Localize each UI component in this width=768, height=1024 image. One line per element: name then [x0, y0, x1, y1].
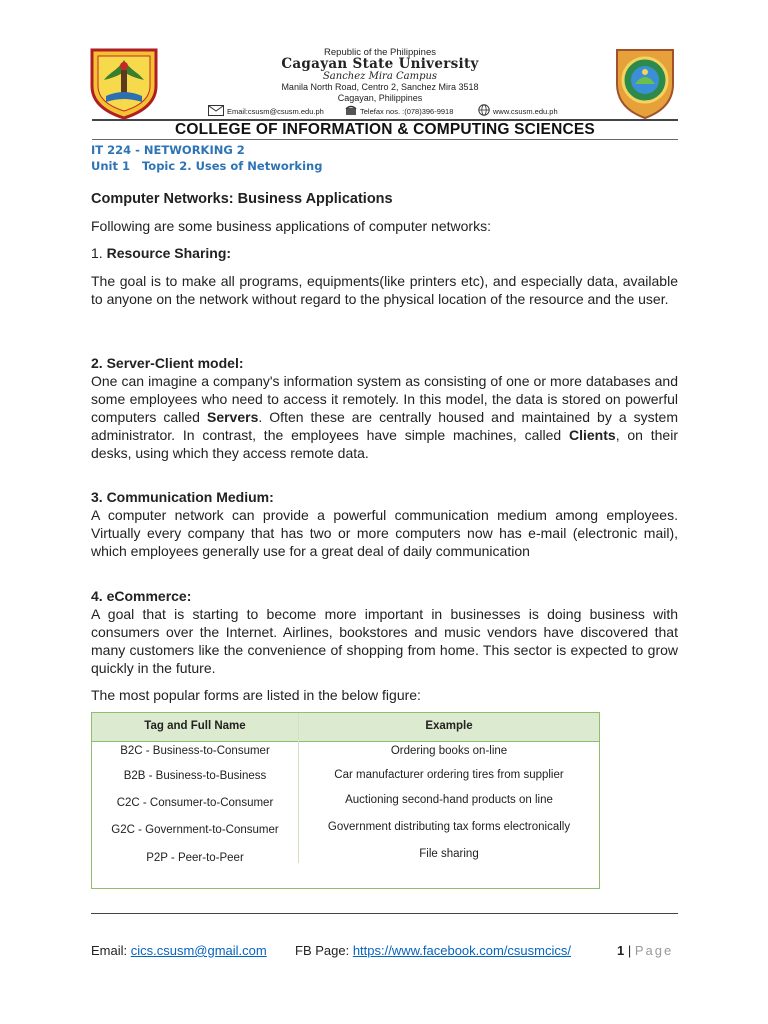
- section-3-title: 3. Communication Medium:: [91, 489, 274, 505]
- phone-icon: [345, 105, 360, 118]
- section-3-body: A computer network can provide a powerful communication medium among employees. Virtually every company that has two or more computers now has e-mail (electronic mail), which employees generally use for a great deal of daily communication: [91, 507, 678, 559]
- footer-rule: [91, 913, 678, 914]
- unit-label: Unit 1: [91, 159, 130, 173]
- footer-email: Email: cics.csusm@gmail.com: [91, 943, 267, 958]
- section-1-title: 1. Resource Sharing:: [91, 245, 232, 261]
- table-header-tag: Tag and Full Name: [144, 720, 246, 732]
- table-cell-example: Ordering books on-line: [390, 745, 508, 757]
- table-cell-tag: B2B - Business-to-Business: [123, 770, 267, 782]
- contact-email: Email:csusm@csusm.edu.ph: [208, 104, 324, 118]
- globe-icon: [478, 104, 493, 118]
- university-name: Cagayan State University: [281, 56, 479, 72]
- table-cell-example: File sharing: [419, 848, 479, 860]
- university-location: Cagayan, Philippines: [337, 93, 423, 103]
- campus-seal-icon: [613, 46, 677, 120]
- footer-fb-link[interactable]: https://www.facebook.com/csusmcics/: [352, 943, 571, 958]
- table-cell-example: Car manufacturer ordering tires from supplier: [334, 769, 564, 781]
- course-unit-topic: [91, 159, 322, 173]
- page-word: Page: [634, 943, 674, 958]
- section-2-body: One can imagine a company's information system as consisting of one or more databases and some employees who need to access it remotely. In this model, the data is stored on powerful computers called Servers. Often these are centrally housed and maintained by a system administrator. In contrast, the employees have simple machines, called Clients, on their desks, using which they access remote data.: [91, 373, 678, 461]
- envelope-icon: [208, 105, 227, 118]
- table-cell-example: Auctioning second-hand products on line: [345, 794, 553, 806]
- campus-name: Sanchez Mira Campus: [322, 71, 438, 82]
- table-cell-tag: B2C - Business-to-Consumer: [120, 745, 270, 757]
- footer-email-link[interactable]: cics.csusm@gmail.com: [130, 943, 267, 958]
- ecommerce-forms-table: [91, 712, 600, 889]
- header-rule-bottom: [92, 139, 678, 140]
- republic-line: Republic of the Philippines: [324, 47, 436, 58]
- section-4-title: 4. eCommerce:: [91, 588, 192, 604]
- table-cell-tag: G2C - Government-to-Consumer: [111, 824, 279, 836]
- table-cell-tag: C2C - Consumer-to-Consumer: [116, 797, 274, 809]
- course-code: IT 224 - NETWORKING 2: [91, 143, 245, 157]
- university-seal-icon: [88, 46, 160, 120]
- page-number: 1: [617, 943, 625, 958]
- section-2-title: 2. Server-Client model:: [91, 355, 244, 371]
- college-name: COLLEGE OF INFORMATION & COMPUTING SCIENCES: [175, 121, 595, 138]
- table-header-row: [92, 713, 599, 742]
- footer-page-number: 1 | Page: [617, 943, 674, 958]
- servers-term: Servers: [206, 409, 259, 425]
- page-title: Computer Networks: Business Applications: [91, 191, 393, 207]
- topic-label: Topic 2. Uses of Networking: [141, 159, 323, 173]
- contact-website: www.csusm.edu.ph: [478, 104, 558, 118]
- footer-fb-page: FB Page: https://www.facebook.com/csusmcics/: [295, 943, 571, 958]
- table-cell-example: Government distributing tax forms electronically: [327, 821, 571, 833]
- contact-telefax: Telefax nos. :(078)396-9918: [345, 104, 453, 118]
- table-intro: The most popular forms are listed in the below figure:: [91, 687, 421, 703]
- table-column-divider: [298, 713, 299, 863]
- university-address: Manila North Road, Centro 2, Sanchez Mira 3518: [281, 82, 479, 92]
- section-1-body: The goal is to make all programs, equipments(like printers etc), and especially data, available to anyone on the network without regard to the physical location of the resource and the user.: [91, 273, 678, 307]
- table-header-example: Example: [425, 720, 473, 732]
- clients-term: Clients: [569, 427, 616, 443]
- table-cell-tag: P2P - Peer-to-Peer: [146, 852, 244, 864]
- intro-text: Following are some business applications of computer networks:: [91, 218, 491, 234]
- section-4-body: A goal that is starting to become more important in businesses is doing business with consumers over the Internet. Airlines, bookstores and music vendors have discovered that many customers like the convenience of shopping from home. This sector is expected to grow quickly in the future.: [91, 606, 678, 676]
